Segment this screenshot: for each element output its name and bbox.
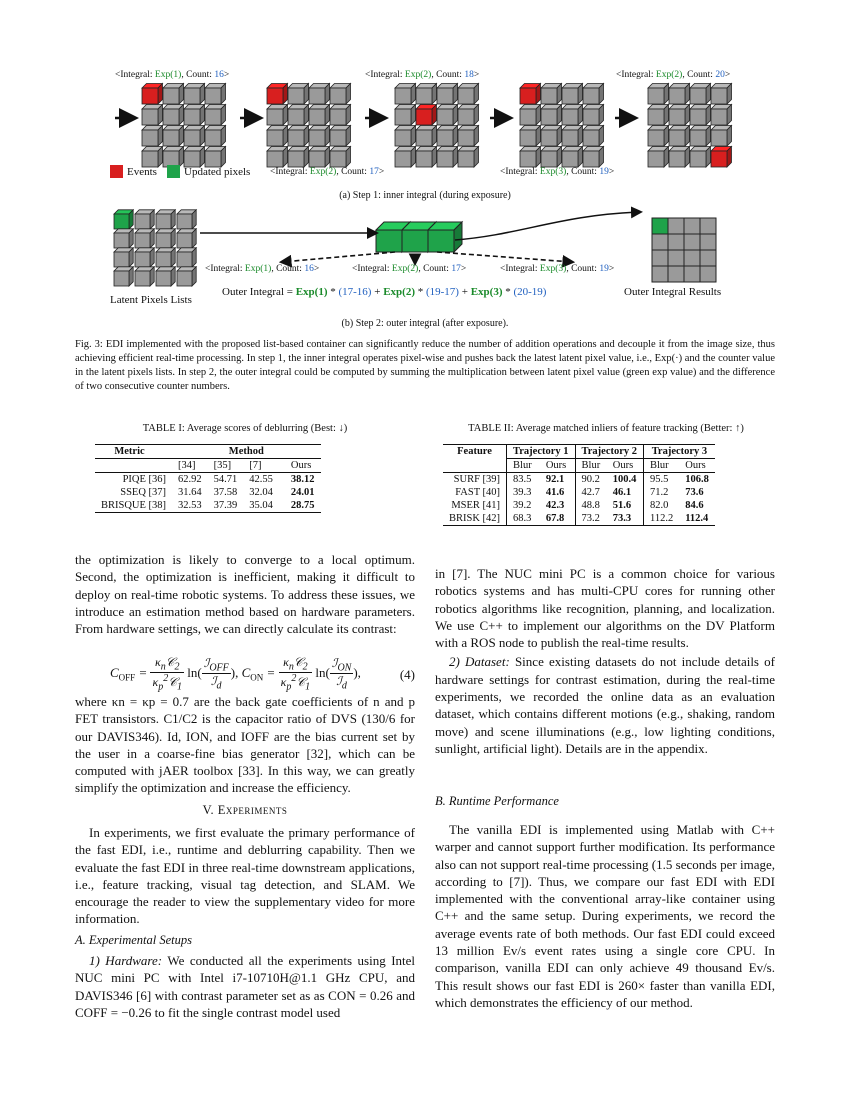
table-row: BRISK [42] 68.3 67.8 73.2 73.3 112.2 112.4: [443, 512, 715, 526]
result-pixel: [668, 234, 684, 250]
pixel-cube: [541, 88, 557, 104]
pixel-cube: [309, 130, 325, 146]
pixel-cube: [648, 151, 664, 167]
pixel-grid: [395, 84, 478, 167]
pixel-grid: [648, 84, 731, 167]
pixel-cube: [669, 151, 685, 167]
pixel-cube: [583, 109, 599, 125]
pixel-cube: [330, 88, 346, 104]
pixel-cube: [135, 233, 150, 248]
pixel-cube: [177, 233, 192, 248]
pixel-cube: [711, 151, 727, 167]
to-results-arrow: [455, 212, 640, 240]
pixel-cube: [114, 233, 129, 248]
pixel-cube: [267, 88, 283, 104]
pixel-cube: [184, 130, 200, 146]
pixel-cube: [520, 130, 536, 146]
pixel-cube: [177, 214, 192, 229]
pixel-cube: [114, 214, 129, 229]
table-row: SURF [39] 83.5 92.1 90.2 100.4 95.5 106.8: [443, 473, 715, 487]
legend-events-label: Events: [127, 166, 157, 178]
pixel-cube: [184, 88, 200, 104]
pixel-cube: [395, 88, 411, 104]
left-paragraph-4: We conducted all the experiments using Intel NUC mini PC with Intel i7-10710H@1.1 GHz CPU, and DAVIS346 [6] with contrast parameter set as as CON = 0.26 and COFF = −0.26 to fit the single contrast model used: [75, 953, 416, 1020]
left-column: [75, 551, 415, 637]
pixel-cube: [267, 151, 283, 167]
figure-caption: Fig. 3: EDI implemented with the proposed list-based container can significantly reduce the number of addition operations and decouple it from the image size, thus achieving efficient real-time processing. In step 1, the inner integral operates pixel-wise and pushes back the latest latent pixel value, i.e., Exp(·) and the counter value in the latent pixels lists. In step 2, the outer integral could be computed by summing the multiplication between latent pixel value (green exp value) and the difference of two consecutive counter numbers.: [75, 339, 775, 392]
pixel-cube: [309, 151, 325, 167]
pixel-cube: [288, 130, 304, 146]
table1-caption: TABLE I: Average scores of deblurring (Best: ↓): [142, 423, 348, 434]
result-pixel: [652, 250, 668, 266]
table1-metric-header: Metric: [114, 446, 145, 457]
list-element: [376, 230, 402, 252]
pixel-cube: [437, 109, 453, 125]
pixel-cube: [114, 271, 129, 286]
pixel-cube: [562, 88, 578, 104]
pixel-cube: [416, 109, 432, 125]
left-column-3: [75, 824, 415, 928]
pixel-cube: [142, 88, 158, 104]
result-pixel: [700, 234, 716, 250]
table1: [95, 444, 321, 513]
pixel-cube: [288, 109, 304, 125]
step1-label-1: <Integral: Exp(1), Count: 16>: [115, 70, 230, 80]
pixel-cube: [142, 151, 158, 167]
pixel-cube: [114, 252, 129, 267]
pixel-cube: [288, 88, 304, 104]
result-pixel: [668, 250, 684, 266]
pixel-cube: [520, 109, 536, 125]
pixel-cube: [163, 88, 179, 104]
table1-col: [35]: [213, 460, 232, 471]
pixel-cube: [541, 109, 557, 125]
pixel-cube: [184, 109, 200, 125]
pixel-cube: [437, 151, 453, 167]
pixel-cube: [562, 130, 578, 146]
pixel-cube: [163, 130, 179, 146]
right-paragraph-2: Since existing datasets do not include details of hardware settings for contrast estimation, during the real-time experiments, we recorded the online data as an evaluation dataset, which contains different motions (e.g., shaking, random move) and scene illuminations (e.g., low lighting conditions, sunlight, artificial light). Details are in the appendix.: [435, 654, 775, 756]
table-row: FAST [40] 39.3 41.6 42.7 46.1 71.2 73.6: [443, 486, 715, 499]
subsection-a: A. Experimental Setups: [75, 933, 192, 947]
right-paragraph-3: The vanilla EDI is implemented using Matlab with C++ warper and cannot support further modification. Its performance also can not support real-time processing (1.5 seconds per image, according to [7]). Thus, we compare our fast EDI with EDI implemented with the conventional array-like container using C++ and the same setup. During experiments, we record the average events rate of both methods. Our fast EDI could exceed 13 million Ev/s event rates using a single core CPU. In comparison, vanilla EDI can only achieve 49 thousand Ev/s. This result shows our fast EDI is 260× faster than vanilla EDI, which demonstrates the efficiency of our method.: [435, 822, 775, 1010]
pixel-cube: [309, 88, 325, 104]
left-paragraph-2: where κn = κp = 0.7 are the back gate coefficients of n and p FET transistors. C1/C2 is the capacitor ratio of DVS (130/6 for our DAVIS346). Id, ION, and IOFF are the bias current set by the user in a coarse-fine bias generator [32], which can be computed with jAER toolbox [33]. In this way, we can greatly simplify the optimization and increase the efficiency.: [75, 694, 415, 796]
table1-col: [34]: [178, 460, 196, 471]
pixel-cube: [184, 151, 200, 167]
pixel-cube: [142, 109, 158, 125]
table2-group: Trajectory 2: [575, 445, 643, 459]
result-pixel: [700, 250, 716, 266]
pixel-cube: [395, 151, 411, 167]
pixel-cube: [416, 151, 432, 167]
step1-label-2: <Integral: Exp(2), Count: 18>: [365, 70, 480, 80]
pixel-cube: [156, 271, 171, 286]
step1-label-3: <Integral: Exp(2), Count: 20>: [616, 70, 731, 80]
table1-method-header: Method: [228, 446, 264, 457]
table-row: BRISQUE [38] 32.53 37.39 35.04 28.75: [101, 500, 315, 511]
outer-integral-formula: Outer Integral = Exp(1) * (17-16) + Exp(2) * (19-17) + Exp(3) * (20-19): [222, 286, 547, 298]
pixel-cube: [156, 252, 171, 267]
list-container: [376, 222, 462, 252]
table1-col: Ours: [290, 460, 312, 471]
pixel-cube: [690, 109, 706, 125]
left-column-4: [75, 952, 415, 1021]
pixel-cube: [562, 151, 578, 167]
result-pixel: [684, 250, 700, 266]
table1-col: [7]: [249, 460, 262, 471]
table-row: MSER [41] 39.2 42.3 48.8 51.6 82.0 84.6: [443, 499, 715, 512]
latent-pixels-label: Latent Pixels Lists: [110, 294, 192, 306]
pixel-cube: [458, 130, 474, 146]
pixel-cube: [669, 130, 685, 146]
pixel-cube: [288, 151, 304, 167]
step1-label-4: <Integral: Exp(2), Count: 17>: [270, 167, 385, 177]
pixel-cube: [156, 233, 171, 248]
result-pixel: [700, 266, 716, 282]
pixel-cube: [541, 151, 557, 167]
pixel-cube: [135, 252, 150, 267]
pixel-cube: [205, 151, 221, 167]
pixel-cube: [205, 88, 221, 104]
pixel-grid: [267, 84, 350, 167]
pixel-cube: [711, 130, 727, 146]
pixel-cube: [562, 109, 578, 125]
pixel-cube: [135, 214, 150, 229]
left-paragraph-1: the optimization is likely to converge to a local optimum. Second, the optimization is inefficient, making it difficult to deploy on real-time robotic systems. To address these issues, we introduce an estimation method based on hardware parameters. From hardware settings, we can directly calculate its contrast:: [75, 552, 415, 637]
pixel-cube: [458, 109, 474, 125]
equation-4: $C_{OFF}$ = $\frac{\kappa_n𝒞_2}{\kappa_p^2𝒞_1}$ ln( $\frac{ℐ_{OFF}}{ℐ_d}$ ), $C_{ON}$ = $\frac{\kappa_n𝒞_2}{\kappa_p^2𝒞_1}$ ln( $\frac{ℐ_{ON}}{ℐ_d}$ ), (4): [110, 655, 415, 693]
pixel-cube: [135, 271, 150, 286]
left-column-2: [75, 693, 415, 797]
pixel-cube: [520, 88, 536, 104]
pixel-cube: [711, 109, 727, 125]
result-pixel: [652, 266, 668, 282]
step2-label-3: <Integral: Exp(3), Count: 19>: [500, 264, 615, 274]
pixel-cube: [541, 130, 557, 146]
result-pixel: [668, 218, 684, 234]
dataset-title: 2) Dataset:: [449, 654, 510, 670]
pixel-cube: [330, 109, 346, 125]
pixel-grid: [142, 84, 225, 167]
step1-label-5: <Integral: Exp(3), Count: 19>: [500, 167, 615, 177]
pixel-cube: [205, 130, 221, 146]
pixel-cube: [690, 151, 706, 167]
table2-feature-header: Feature: [443, 445, 507, 473]
pixel-cube: [648, 130, 664, 146]
pixel-cube: [177, 252, 192, 267]
table-row: PIQE [36] 62.92 54.71 42.55 38.12: [122, 474, 315, 485]
legend-events-swatch: [110, 165, 123, 178]
pixel-cube: [416, 130, 432, 146]
pixel-cube: [583, 130, 599, 146]
table2-group: Trajectory 1: [507, 445, 575, 459]
pixel-cube: [395, 130, 411, 146]
result-pixel: [684, 266, 700, 282]
result-pixel: [684, 234, 700, 250]
pixel-cube: [458, 151, 474, 167]
pixel-cube: [690, 88, 706, 104]
outer-results-label: Outer Integral Results: [624, 286, 722, 298]
pixel-cube: [156, 214, 171, 229]
right-paragraph-1: in [7]. The NUC mini PC is a common choice for various robotics systems and has multi-CPU cores for running other robotics algorithms like recognition, planning, and localization. We use C++ to implement our algorithms on the DV Platform with a ROS node to publish the real-time results.: [435, 566, 775, 651]
result-pixel: [700, 218, 716, 234]
result-pixel: [652, 234, 668, 250]
outer-results-grid: [652, 218, 716, 282]
pixel-cube: [437, 88, 453, 104]
pixel-cube: [142, 130, 158, 146]
pixel-cube: [267, 130, 283, 146]
list-element: [402, 230, 428, 252]
result-pixel: [668, 266, 684, 282]
table2: Feature Trajectory 1 Trajectory 2 Trajectory 3 Blur Ours Blur Ours Blur Ours SURF [39] 83.5 92.1 90.2 100.4 95.5 106.8 FAST [40] 39.3 41.6 42.7 46.1 71.2 73.6 MSER [41] 39.2 42.3 48.8 51.6 82.0 84.6 BRISK [42] 68.3 67.8 73.2 73.3 112.2 112.4: [443, 444, 715, 526]
equation-number: (4): [399, 667, 415, 682]
pixel-cube: [437, 130, 453, 146]
pixel-cube: [395, 109, 411, 125]
legend-updated-label: Updated pixels: [184, 166, 251, 178]
pixel-cube: [416, 88, 432, 104]
pixel-cube: [177, 271, 192, 286]
result-pixel: [652, 218, 668, 234]
pixel-cube: [711, 88, 727, 104]
section-heading: V. Experiments: [202, 803, 288, 817]
pixel-cube: [309, 109, 325, 125]
pixel-cube: [330, 151, 346, 167]
pixel-grid: [520, 84, 603, 167]
right-column-2: [435, 821, 775, 1011]
left-paragraph-3: In experiments, we first evaluate the primary performance of the fast EDI, i.e., runtime and deblurring capability. Then we evaluate the fast EDI in three real-time downstream applications, i.e., feature tracking, visual tag detection, and SLAM. We encourage the reader to view the supplementary video for more information.: [75, 825, 415, 927]
pixel-cube: [520, 151, 536, 167]
caption-a: (a) Step 1: inner integral (during exposure): [339, 190, 511, 201]
table2-caption: TABLE II: Average matched inliers of feature tracking (Better: ↑): [468, 423, 744, 434]
caption-b: (b) Step 2: outer integral (after exposure).: [341, 318, 509, 329]
step2-label-1: <Integral: Exp(1), Count: 16>: [205, 264, 320, 274]
pixel-cube: [669, 88, 685, 104]
latent-pixel-lists: [114, 210, 196, 286]
pixel-cube: [648, 109, 664, 125]
legend-updated-swatch: [167, 165, 180, 178]
pixel-cube: [458, 88, 474, 104]
pixel-cube: [690, 130, 706, 146]
step2-label-2: <Integral: Exp(2), Count: 17>: [352, 264, 467, 274]
subsection-b: B. Runtime Performance: [435, 794, 559, 808]
pixel-cube: [583, 151, 599, 167]
pixel-cube: [267, 109, 283, 125]
table2-group: Trajectory 3: [644, 445, 715, 459]
pixel-cube: [648, 88, 664, 104]
table-row: SSEQ [37] 31.64 37.58 32.04 24.01: [120, 487, 315, 498]
result-pixel: [684, 218, 700, 234]
pixel-cube: [330, 130, 346, 146]
pixel-cube: [583, 88, 599, 104]
pixel-cube: [163, 151, 179, 167]
pixel-cube: [669, 109, 685, 125]
pixel-cube: [205, 109, 221, 125]
right-column: [435, 565, 775, 757]
figure-3: [0, 0, 850, 340]
hardware-title: 1) Hardware:: [89, 953, 163, 968]
pixel-cube: [163, 109, 179, 125]
list-element: [428, 230, 454, 252]
